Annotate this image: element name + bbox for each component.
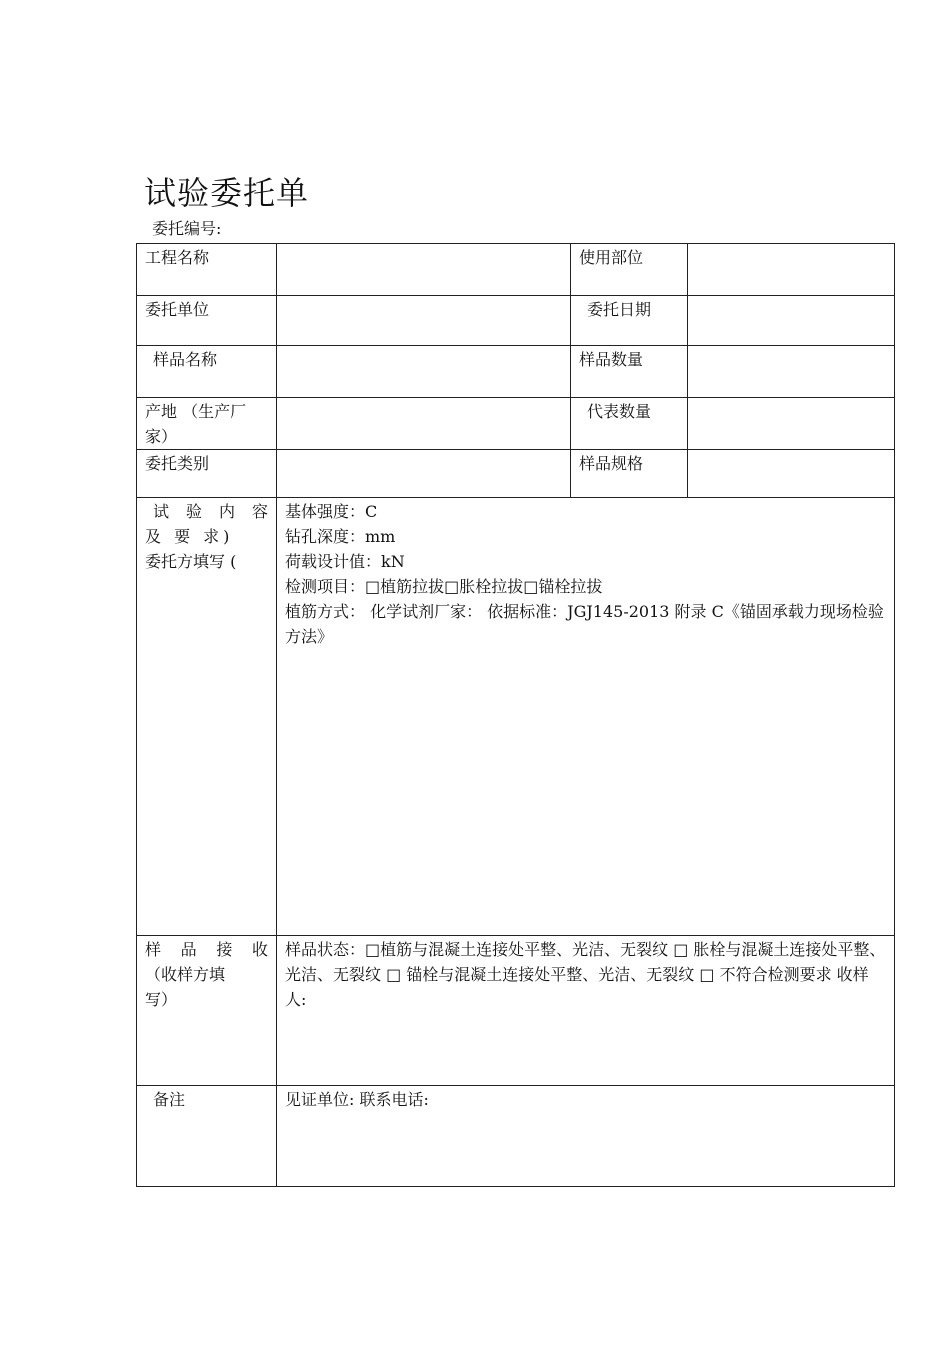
use-part-label: 使用部位 — [571, 244, 688, 296]
origin-label — [137, 398, 277, 450]
design-load-text: 荷载设计值：kN — [285, 552, 405, 571]
test-content-field[interactable] — [277, 498, 895, 936]
test-content-label-line-1: 试 验 内 容 — [153, 502, 268, 521]
table-row-sample — [137, 346, 895, 398]
sample-receipt-field[interactable] — [277, 936, 895, 1086]
sample-receipt-label — [137, 936, 277, 1086]
method-standard-text: 植筋方式： 化学试剂厂家： 依据标准：JGJ145-2013 附录 C《锚固承载力现场检验方法》 — [285, 602, 884, 646]
form-title: 试验委托单 — [144, 174, 310, 212]
remarks-label: 备注 — [137, 1086, 277, 1187]
sample-quantity-label: 样品数量 — [571, 346, 688, 398]
use-part-field[interactable] — [688, 244, 895, 296]
origin-label-line-1: 产地 （生产厂 — [145, 402, 247, 421]
origin-field[interactable] — [277, 398, 571, 450]
client-unit-label: 委托单位 — [137, 296, 277, 346]
commission-form-table — [136, 243, 895, 1187]
sample-name-field[interactable] — [277, 346, 571, 398]
client-type-label: 委托类别 — [137, 450, 277, 498]
client-date-label: 委托日期 — [571, 296, 688, 346]
sample-name-label: 样品名称 — [137, 346, 277, 398]
drill-depth-text: 钻孔深度：mm — [285, 527, 396, 546]
test-content-label — [137, 498, 277, 936]
table-row-origin — [137, 398, 895, 450]
project-name-label: 工程名称 — [137, 244, 277, 296]
sample-spec-field[interactable] — [688, 450, 895, 498]
commission-number-label: 委托编号: — [152, 219, 222, 238]
table-row-client — [137, 296, 895, 346]
sample-status-text: 样品状态：□植筋与混凝土连接处平整、光洁、无裂纹 □ 胀栓与混凝土连接处平整、光洁、无裂纹 □ 锚栓与混凝土连接处平整、光洁、无裂纹 □ 不符合检测要求 收样人: — [285, 940, 886, 1009]
client-date-field[interactable] — [688, 296, 895, 346]
project-name-field[interactable] — [277, 244, 571, 296]
client-unit-field[interactable] — [277, 296, 571, 346]
origin-label-line-2: 家） — [145, 427, 178, 446]
remarks-field[interactable] — [277, 1086, 895, 1187]
sample-receipt-label-line-3: 写） — [145, 990, 178, 1009]
sample-receipt-label-line-1: 样 品 接 收 — [145, 940, 268, 959]
sample-quantity-field[interactable] — [688, 346, 895, 398]
client-type-field[interactable] — [277, 450, 571, 498]
represent-quantity-label: 代表数量 — [571, 398, 688, 450]
table-row-remarks — [137, 1086, 895, 1187]
represent-quantity-field[interactable] — [688, 398, 895, 450]
table-row-test-content — [137, 498, 895, 936]
sample-receipt-label-line-2: （收样方填 — [145, 965, 226, 984]
test-content-label-line-3: 委托方填写 ( — [145, 552, 237, 571]
table-row-sample-receipt — [137, 936, 895, 1086]
test-items-text: 检测项目：□植筋拉拔□胀栓拉拔□锚栓拉拔 — [285, 577, 603, 596]
test-content-label-line-2: 及 要 求) — [145, 527, 234, 546]
table-row-project — [137, 244, 895, 296]
table-row-type — [137, 450, 895, 498]
witness-contact-text: 见证单位: 联系电话: — [285, 1090, 429, 1109]
base-strength-text: 基体强度：C — [285, 502, 378, 521]
sample-spec-label: 样品规格 — [571, 450, 688, 498]
